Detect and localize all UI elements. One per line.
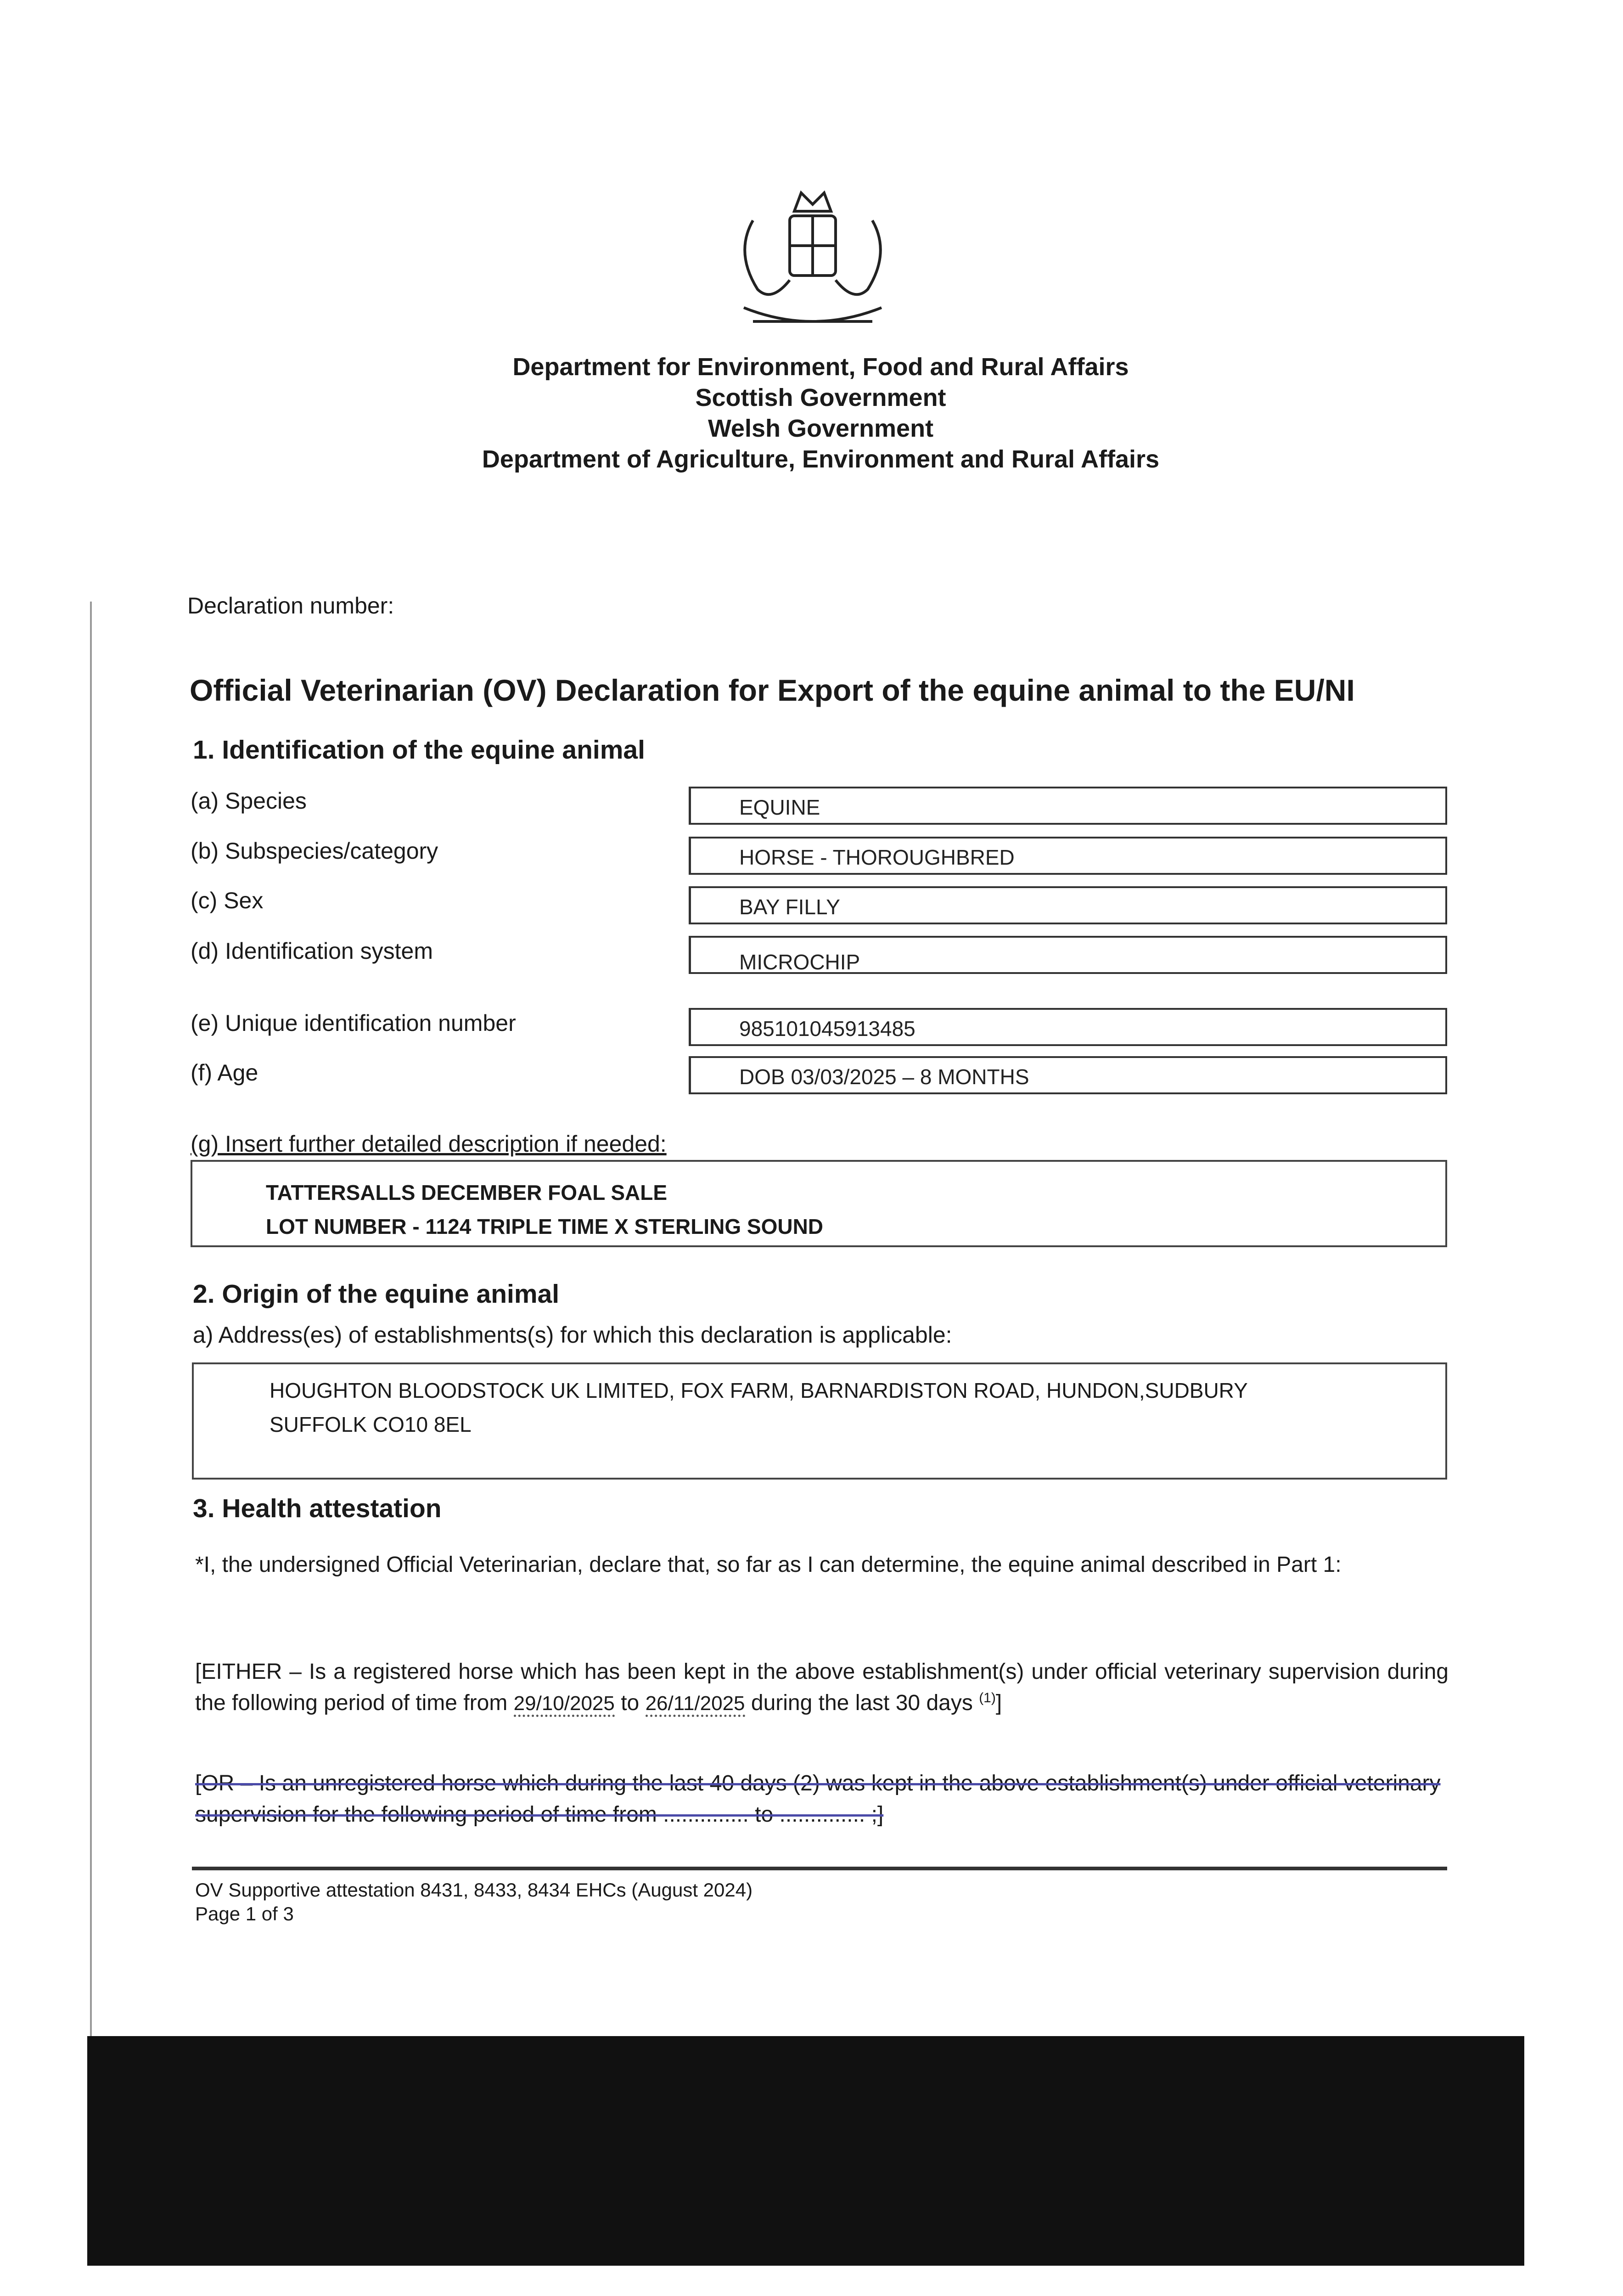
section3-heading: 3. Health attestation — [193, 1494, 442, 1523]
species-field[interactable]: EQUINE — [689, 787, 1447, 825]
sex-field[interactable]: BAY FILLY — [689, 886, 1447, 924]
section2-heading: 2. Origin of the equine animal — [193, 1279, 560, 1309]
footer — [195, 1878, 753, 1926]
footer-form-ref: OV Supportive attestation 8431, 8433, 8434 EHCs (August 2024) — [195, 1879, 753, 1901]
or-clause-struck: [OR – Is an unregistered horse which during the last 40 days (2) was kept in the above establishment(s) under official veterinary supervision for the following period of time from .............. to .............. ;] — [195, 1771, 1441, 1827]
address-line: SUFFOLK CO10 8EL — [270, 1412, 472, 1436]
id-system-label: (d) Identification system — [191, 938, 433, 964]
footer-divider — [192, 1867, 1447, 1870]
species-label: (a) Species — [191, 788, 307, 814]
section1-heading: 1. Identification of the equine animal — [193, 735, 645, 765]
address-label: a) Address(es) of establishments(s) for which this declaration is applicable: — [193, 1322, 952, 1348]
uid-field[interactable]: 985101045913485 — [689, 1008, 1447, 1046]
scan-black-band — [87, 2036, 1524, 2266]
dept-defra: Department for Environment, Food and Rural Affairs — [512, 353, 1129, 381]
either-clause: [EITHER – Is a registered horse which has been kept in the above establishment(s) under official veterinary supervision during the following period of time from 29/10/2025 to 26/11/2025 during the last 30 days $^{(1)}$] — [195, 1656, 1449, 1719]
description-line: TATTERSALLS DECEMBER FOAL SALE — [266, 1181, 667, 1204]
subspecies-label: (b) Subspecies/category — [191, 838, 438, 864]
age-field[interactable]: DOB 03/03/2025 – 8 MONTHS — [689, 1056, 1447, 1094]
subspecies-field[interactable]: HORSE - THOROUGHBRED — [689, 837, 1447, 875]
age-label: (f) Age — [191, 1060, 258, 1086]
address-field[interactable] — [192, 1362, 1447, 1480]
declaration-number-label: Declaration number: — [187, 593, 394, 619]
dept-welsh-gov: Welsh Government — [708, 415, 934, 442]
dept-scottish-gov: Scottish Government — [695, 384, 946, 411]
attestation-intro: *I, the undersigned Official Veterinarian, declare that, so far as I can determine, the equine animal described in Part 1: — [195, 1553, 1342, 1577]
page-title: Official Veterinarian (OV) Declaration for Export of the equine animal to the EU/NI — [190, 673, 1355, 707]
further-description-field[interactable] — [191, 1160, 1447, 1247]
sex-label: (c) Sex — [191, 888, 264, 913]
id-system-field[interactable]: MICROCHIP — [689, 936, 1447, 974]
description-line: LOT NUMBER - 1124 TRIPLE TIME X STERLING SOUND — [266, 1215, 824, 1238]
dept-daera: Department of Agriculture, Environment and Rural Affairs — [482, 445, 1160, 473]
further-description-label: (g) Insert further detailed description if needed: — [191, 1131, 667, 1157]
address-line: HOUGHTON BLOODSTOCK UK LIMITED, FOX FARM, BARNARDISTON ROAD, HUNDON,SUDBURY — [270, 1379, 1248, 1402]
period-from-field[interactable]: 29/10/2025 — [514, 1692, 615, 1717]
left-scan-edge — [90, 602, 92, 2264]
page-number: Page 1 of 3 — [195, 1903, 294, 1925]
period-to-field[interactable]: 26/11/2025 — [646, 1692, 745, 1717]
royal-crest-icon — [725, 184, 900, 338]
uid-label: (e) Unique identification number — [191, 1010, 516, 1036]
